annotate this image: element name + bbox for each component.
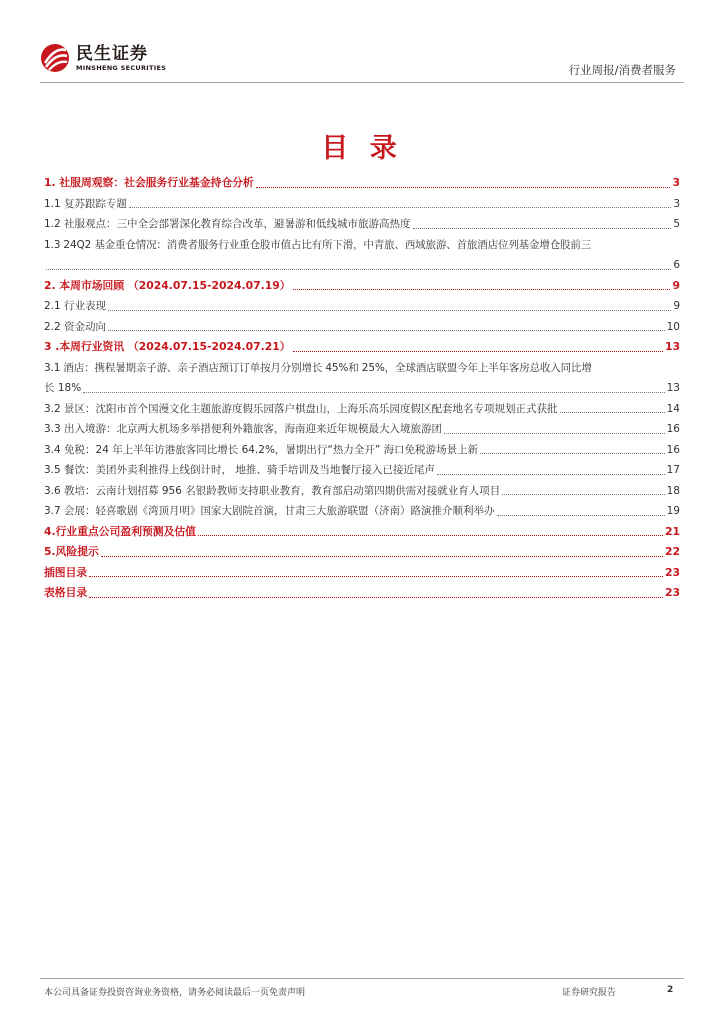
brand-logo xyxy=(40,40,166,76)
toc-entry-page: 22 xyxy=(664,545,680,558)
toc-entry-title: 2.1 行业表现 xyxy=(44,300,107,312)
minsheng-logo-icon xyxy=(40,41,70,75)
footer-disclaimer: 本公司具备证券投资咨询业务资格，请务必阅读最后一页免责声明 xyxy=(44,988,306,998)
toc-entry-figures[interactable] xyxy=(44,563,680,584)
document-category: 行业周报/消费者服务 xyxy=(568,63,676,77)
toc-entry-title: 3.5 餐饮：美团外卖利推得上线倒计时， 地推、骑手培训及当地餐厅接入已接近尾声 xyxy=(44,464,435,476)
toc-entry-title-continued: 长 18% xyxy=(44,382,82,394)
toc-entry-3-6[interactable] xyxy=(44,481,680,502)
toc-entry-page: 23 xyxy=(664,586,680,599)
toc-entry-2[interactable] xyxy=(44,276,680,297)
toc-entry-title: 2.2 资金动向 xyxy=(44,320,107,333)
toc-entry-page: 10 xyxy=(666,320,680,333)
toc-entry-page: 17 xyxy=(666,464,680,476)
table-of-contents xyxy=(44,173,680,604)
toc-entry-title: 1.3 24Q2 基金重仓情况：消费者服务行业重仓股市值占比有所下滑，中青旅、西域旅游、首旅酒店位列基金增仓股前三 xyxy=(44,238,592,251)
toc-entry-page: 13 xyxy=(664,340,680,353)
brand-name-cn: 民生证券 xyxy=(76,43,148,64)
toc-entry-1-3-continued[interactable] xyxy=(44,255,680,276)
brand-name-en: MINSHENG SECURITIES xyxy=(76,63,167,72)
toc-entry-page: 3 xyxy=(672,176,680,189)
toc-entry-3-7[interactable] xyxy=(44,501,680,522)
toc-entry-3-5[interactable] xyxy=(44,460,680,481)
toc-entry-1-2[interactable] xyxy=(44,214,680,235)
toc-entry-page: 6 xyxy=(673,259,680,271)
dot-leader xyxy=(444,433,665,434)
dot-leader xyxy=(83,392,664,393)
toc-entry-title: 3.3 出入境游：北京两大机场多举措便利外籍旅客，海南迎来近年规模最大入境旅游团 xyxy=(44,423,443,435)
toc-entry-title: 3.4 免税：24 年上半年访港旅客同比增长 64.2%，暑期出行“热力全开” 海口免税游场景上新 xyxy=(44,443,479,456)
toc-entry-page: 14 xyxy=(666,402,680,415)
toc-entry-3[interactable] xyxy=(44,337,680,358)
page-number: 2 xyxy=(667,985,674,995)
toc-entry-page: 16 xyxy=(666,443,680,456)
toc-entry-1-3[interactable] xyxy=(44,235,680,256)
toc-entry-title: 1.2 社服观点：三中全会部署深化教育综合改革，避暑游和低线城市旅游高热度 xyxy=(44,218,411,230)
footer-report-type: 证券研究报告 xyxy=(562,988,617,998)
toc-entry-title: 1. 社服周观察：社会服务行业基金持仓分析 xyxy=(44,176,254,189)
toc-entry-3-1-continued[interactable] xyxy=(44,378,680,399)
toc-entry-title: 3 .本周行业资讯 （2024.07.15-2024.07.21） xyxy=(44,340,291,353)
dot-leader xyxy=(502,494,664,495)
toc-entry-3-4[interactable] xyxy=(44,440,680,461)
dot-leader xyxy=(89,576,663,577)
dot-leader xyxy=(129,207,671,208)
dot-leader xyxy=(497,515,665,516)
toc-entry-page: 23 xyxy=(664,565,680,579)
footer-divider xyxy=(40,978,684,979)
toc-entry-page: 21 xyxy=(664,524,680,538)
dot-leader xyxy=(480,453,664,454)
dot-leader xyxy=(413,228,672,229)
toc-entry-title: 1.1 复苏跟踪专题 xyxy=(44,197,128,210)
dot-leader xyxy=(560,412,665,413)
dot-leader xyxy=(89,597,663,598)
dot-leader xyxy=(46,269,671,270)
toc-entry-title: 5.风险提示 xyxy=(44,545,99,558)
toc-entry-title: 表格目录 xyxy=(44,586,88,599)
toc-entry-1-1[interactable] xyxy=(44,194,680,215)
toc-entry-page: 9 xyxy=(672,278,680,292)
toc-entry-title: 插图目录 xyxy=(44,565,88,579)
toc-entry-page: 18 xyxy=(666,484,680,497)
toc-entry-title: 3.2 景区：沈阳市首个国漫文化主题旅游度假乐园落户棋盘山，上海乐高乐园度假区配套地名专项规划正式获批 xyxy=(44,402,558,415)
toc-entry-5[interactable] xyxy=(44,542,680,563)
toc-title: 目 录 xyxy=(321,133,403,164)
toc-entry-3-2[interactable] xyxy=(44,399,680,420)
toc-entry-1[interactable] xyxy=(44,173,680,194)
toc-entry-3-1[interactable] xyxy=(44,358,680,379)
toc-entry-4[interactable] xyxy=(44,522,680,543)
toc-entry-page: 5 xyxy=(673,218,680,230)
toc-entry-title: 3.7 会展：轻喜歌剧《湾顶月明》国家大剧院首演，甘肃三大旅游联盟（济南）路演推介顺利举办 xyxy=(44,505,495,517)
toc-entry-2-2[interactable] xyxy=(44,317,680,338)
toc-entry-page: 19 xyxy=(666,505,680,517)
toc-entry-tables[interactable] xyxy=(44,583,680,604)
toc-entry-3-3[interactable] xyxy=(44,419,680,440)
dot-leader xyxy=(198,535,663,536)
toc-entry-2-1[interactable] xyxy=(44,296,680,317)
toc-entry-page: 13 xyxy=(666,382,680,394)
dot-leader xyxy=(108,310,671,311)
toc-entry-page: 16 xyxy=(666,423,680,435)
toc-entry-title: 4.行业重点公司盈利预测及估值 xyxy=(44,524,196,538)
dot-leader xyxy=(293,351,663,352)
toc-entry-title: 3.6 教培：云南计划招募 956 名银龄教师支持职业教育，教育部启动第四期供需对接就业育人项目 xyxy=(44,484,501,497)
toc-entry-page: 3 xyxy=(673,197,680,210)
toc-entry-title: 2. 本周市场回顾 （2024.07.15-2024.07.19） xyxy=(44,278,291,292)
toc-entry-page: 9 xyxy=(673,300,680,312)
dot-leader xyxy=(101,556,663,557)
toc-entry-title: 3.1 酒店：携程暑期亲子游、亲子酒店预订订单按月分别增长 45%和 25%，全球酒店联盟今年上半年客房总收入同比增 xyxy=(44,361,592,374)
dot-leader xyxy=(293,289,671,290)
header-divider xyxy=(40,82,684,83)
dot-leader xyxy=(108,330,665,331)
dot-leader xyxy=(437,474,665,475)
dot-leader xyxy=(256,187,671,188)
